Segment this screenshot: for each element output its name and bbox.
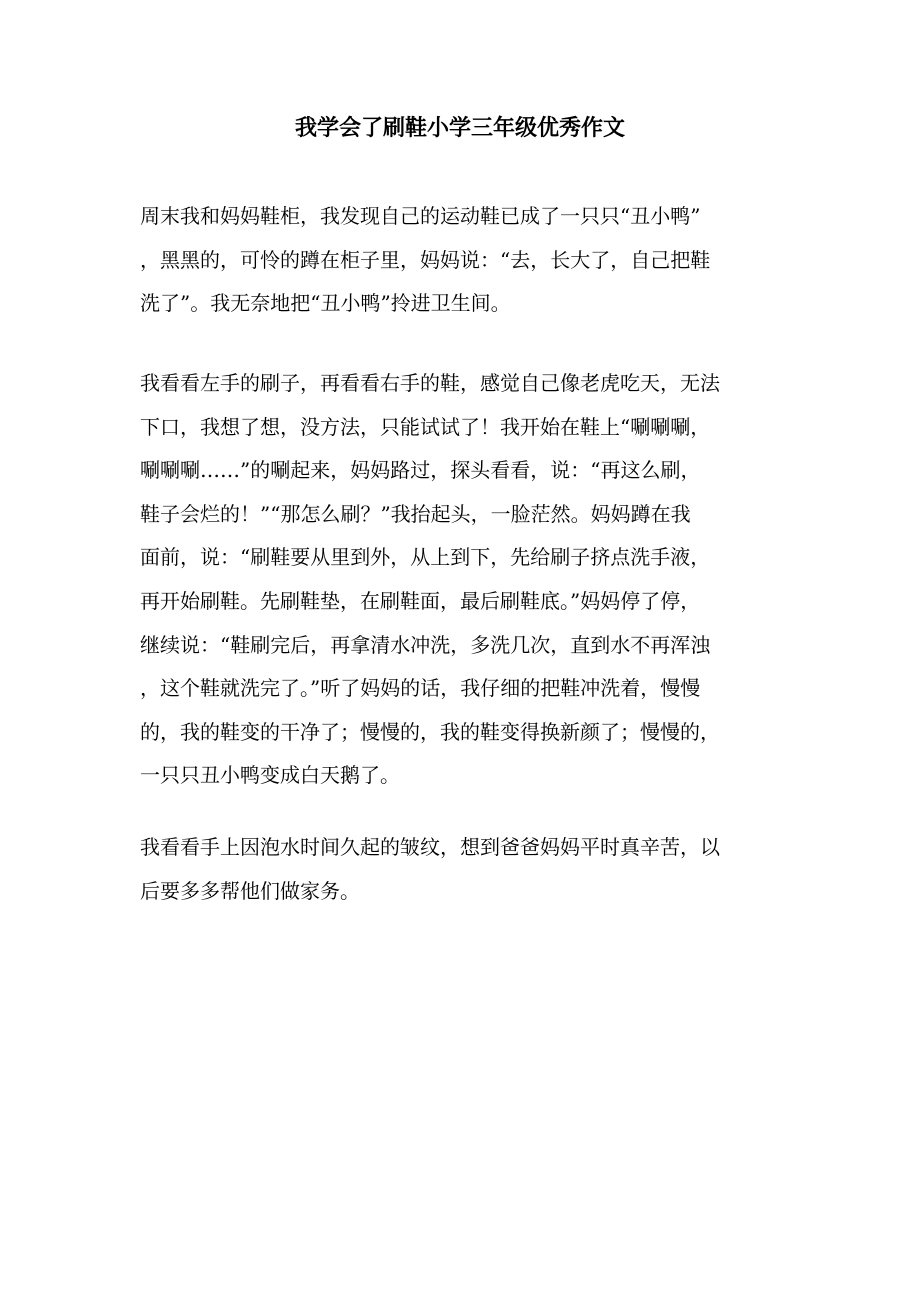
paragraph-line: 洗了”。我无奈地把“丑小鸭”拎进卫生间。 <box>140 291 511 316</box>
paragraph-line: 周末我和妈妈鞋柜，我发现自己的运动鞋已成了一只只“丑小鸭” <box>140 204 701 228</box>
paragraph-line: 一只只丑小鸭变成白天鹅了。 <box>140 763 400 788</box>
paragraph-2 <box>140 362 770 798</box>
paragraph-line: 继续说：“鞋刷完后，再拿清水冲洗，多洗几次，直到水不再浑浊 <box>140 632 711 657</box>
paragraph-line: ，黑黑的，可怜的蹲在柜子里，妈妈说：“去，长大了，自己把鞋 <box>140 247 711 272</box>
paragraph-line: 下口，我想了想，没方法，只能试试了！我开始在鞋上“唰唰唰， <box>140 414 711 439</box>
paragraph-line: ，这个鞋就洗完了。”听了妈妈的话，我仔细的把鞋冲洗着，慢慢 <box>140 676 701 701</box>
paragraph-line: 鞋子会烂的！”“那怎么刷？”我抬起头，一脸茫然。妈妈蹲在我 <box>140 501 691 526</box>
paragraph-line: 后要多多帮他们做家务。 <box>140 878 360 903</box>
paragraph-line: 我看看手上因泡水时间久起的皱纹，想到爸爸妈妈平时真辛苦，以 <box>140 835 720 859</box>
document-title: 我学会了刷鞋小学三年级优秀作文 <box>294 115 625 141</box>
paragraph-1 <box>140 195 770 326</box>
paragraph-line: 的，我的鞋变的干净了；慢慢的，我的鞋变得换新颜了；慢慢的， <box>140 719 720 744</box>
paragraph-3 <box>140 826 770 913</box>
paragraph-line: 我看看左手的刷子，再看看右手的鞋，感觉自己像老虎吃天，无法 <box>140 371 720 395</box>
paragraph-line: 面前，说：“刷鞋要从里到外，从上到下，先给刷子挤点洗手液， <box>140 545 711 570</box>
paragraph-line: 再开始刷鞋。先刷鞋垫，在刷鞋面，最后刷鞋底。”妈妈停了停， <box>140 588 701 613</box>
paragraph-line: 唰唰唰……”的唰起来，妈妈路过，探头看看，说：“再这么刷， <box>140 458 701 483</box>
